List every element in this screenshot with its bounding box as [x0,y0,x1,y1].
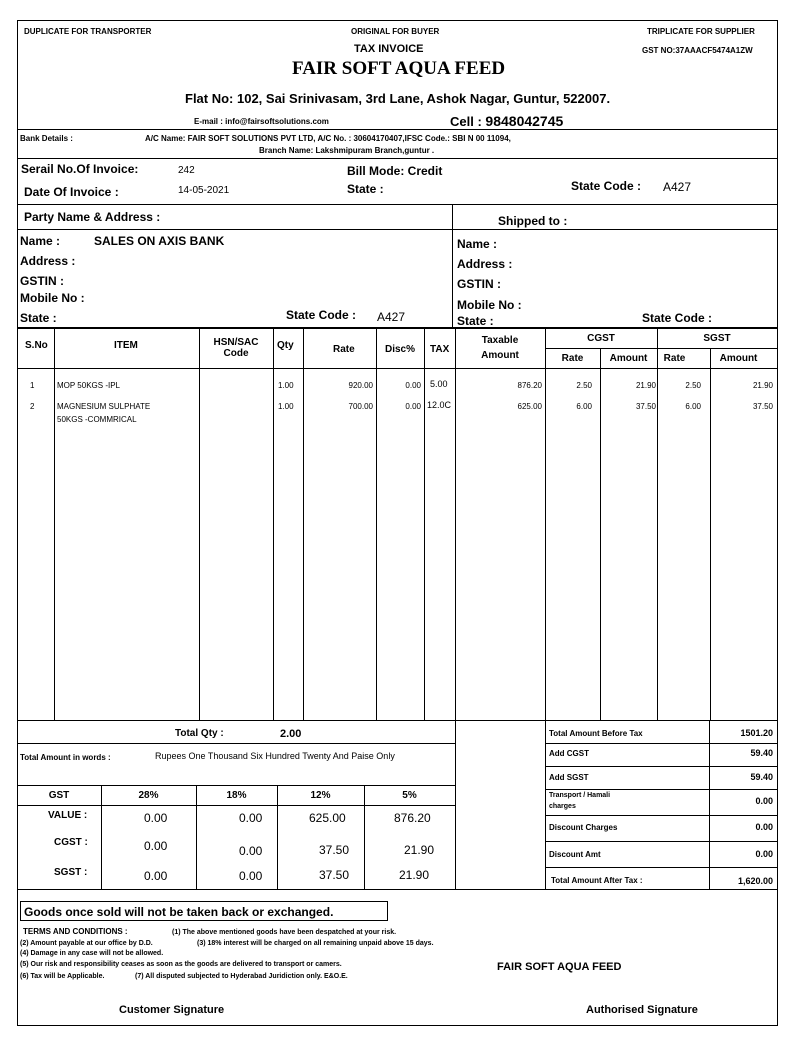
party-state-label: State : [20,311,57,325]
footer-company: FAIR SOFT AQUA FEED [497,961,622,973]
terms-heading: TERMS AND CONDITIONS : [23,927,128,936]
ship-mobile-label: Mobile No : [457,298,522,312]
term-4: (4) Damage in any case will not be allowed. [20,950,164,957]
th-hsn: HSN/SAC Code [213,337,259,359]
bank-label: Bank Details : [20,134,73,143]
invoice-state-code-label: State Code : [571,179,642,193]
shipped-heading: Shipped to : [498,214,568,228]
term-2: (2) Amount payable at our office by D.D. [20,940,153,947]
th-cgst-amount: Amount [609,353,648,364]
th-item: ITEM [114,340,138,351]
invoice-state-code: A427 [663,180,692,194]
words-value: Rupees One Thousand Six Hundred Twenty And Paise Only [155,751,395,761]
th-sno: S.No [25,340,48,351]
th-rate: Rate [333,344,355,355]
authorised-signature: Authorised Signature [586,1004,698,1016]
th-sgst-amount: Amount [719,353,758,364]
party-address-label: Address : [20,254,76,268]
party-mobile-label: Mobile No : [20,291,85,305]
bank-line-1: A/C Name: FAIR SOFT SOLUTIONS PVT LTD, A/C No. : 30604170407,IFSC Code.: SBI N 00 11094, [145,134,511,143]
words-label: Total Amount in words : [20,753,111,762]
date-value: 14-05-2021 [178,185,230,196]
ship-address-label: Address : [457,257,513,271]
duplicate-label: DUPLICATE FOR TRANSPORTER [24,27,152,36]
company-email: E-mail : info@fairsoftsolutions.com [194,117,329,126]
gst-number: GST NO:37AAACF5474A1ZW [642,46,753,55]
party-heading: Party Name & Address : [24,210,161,224]
party-name-label: Name : [20,234,61,248]
th-qty: Qty [277,340,294,351]
term-6: (6) Tax will be Applicable. [20,973,105,980]
ship-state-code-label: State Code : [642,311,713,325]
th-cgst-rate: Rate [561,353,584,364]
term-7: (7) All disputed subjected to Hyderabad Juridiction only. E&O.E. [135,973,348,980]
company-cell: Cell : 9848042745 [450,113,564,129]
party-state-code-label: State Code : [286,308,357,322]
original-label: ORIGINAL FOR BUYER [351,27,440,36]
th-cgst: CGST [587,333,615,344]
date-label: Date Of Invoice : [24,185,119,199]
customer-signature: Customer Signature [119,1004,225,1016]
term-5: (5) Our risk and responsibility ceases as soon as the goods are delivered to transport or camers. [20,961,342,968]
company-name: FAIR SOFT AQUA FEED [292,58,506,79]
tax-invoice-title: TAX INVOICE [354,43,424,55]
total-qty-label: Total Qty : [175,728,224,739]
th-taxable: Taxable Amount [481,335,519,361]
party-gstin-label: GSTIN : [20,274,64,288]
invoice-state-label: State : [347,182,384,196]
th-sgst-rate: Rate [663,353,686,364]
total-qty: 2.00 [280,728,302,740]
party-state-code: A427 [377,310,406,324]
no-return-notice: Goods once sold will not be taken back or exchanged. [20,901,388,921]
ship-gstin-label: GSTIN : [457,277,501,291]
company-address: Flat No: 102, Sai Srinivasam, 3rd Lane, Ashok Nagar, Guntur, 522007. [185,91,611,106]
bank-line-2: Branch Name: Lakshmipuram Branch,guntur . [259,146,435,155]
triplicate-label: TRIPLICATE FOR SUPPLIER [647,27,755,36]
th-sgst: SGST [703,333,731,344]
term-1: (1) The above mentioned goods have been despatched at your risk. [172,929,397,936]
ship-state-label: State : [457,314,494,328]
serial-value: 242 [178,165,195,176]
term-3: (3) 18% interest will be charged on all remaining unpaid above 15 days. [197,940,434,947]
serial-label: Serail No.Of Invoice: [21,162,139,176]
ship-name-label: Name : [457,237,498,251]
th-tax: TAX [430,344,450,355]
bill-mode: Bill Mode: Credit [347,164,443,178]
party-name: SALES ON AXIS BANK [94,234,225,248]
th-disc: Disc% [385,344,416,355]
